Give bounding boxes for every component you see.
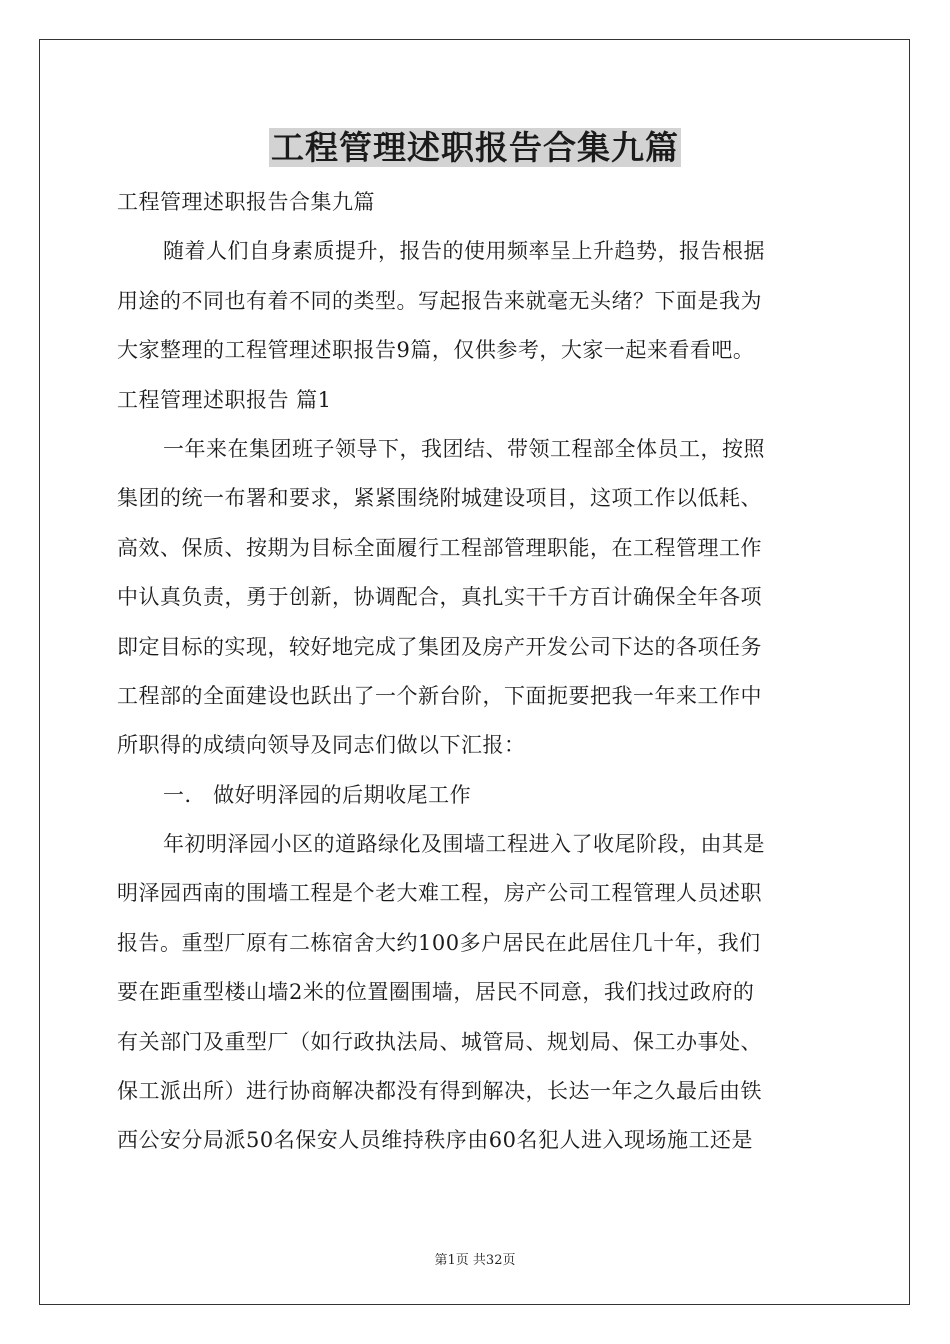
paragraph-line: 一年来在集团班子领导下，我团结、带领工程部全体员工，按照 bbox=[163, 436, 765, 461]
document-title bbox=[0, 125, 950, 171]
paragraph-line: 中认真负责，勇于创新，协调配合，真扎实干千方百计确保全年各项 bbox=[117, 585, 762, 610]
document-title-text: 工程管理述职报告合集九篇 bbox=[271, 128, 679, 167]
paragraph-line: 随着人们自身素质提升，报告的使用频率呈上升趋势，报告根据 bbox=[163, 239, 765, 264]
page-footer bbox=[0, 1249, 950, 1268]
paragraph-line: 集团的统一布署和要求，紧紧围绕附城建设项目，这项工作以低耗、 bbox=[117, 486, 762, 511]
paragraph-line: 报告。重型厂原有二栋宿舍大约100多户居民在此居住几十年，我们 bbox=[117, 930, 761, 955]
subtitle-line: 工程管理述职报告合集九篇 bbox=[117, 190, 375, 214]
document-body bbox=[117, 178, 837, 1166]
paragraph-line: 年初明泽园小区的道路绿化及围墙工程进入了收尾阶段，由其是 bbox=[163, 832, 765, 857]
paragraph-line: 要在距重型楼山墙2米的位置圈围墙，居民不同意，我们找过政府的 bbox=[117, 980, 755, 1005]
section-heading: 工程管理述职报告 篇1 bbox=[117, 387, 332, 412]
paragraph-line: 明泽园西南的围墙工程是个老大难工程，房产公司工程管理人员述职 bbox=[117, 881, 762, 906]
paragraph-line: 高效、保质、按期为目标全面履行工程部管理职能，在工程管理工作 bbox=[117, 535, 762, 560]
paragraph-line: 工程部的全面建设也跃出了一个新台阶，下面扼要把我一年来工作中 bbox=[117, 683, 762, 708]
paragraph-line: 所职得的成绩向领导及同志们做以下汇报： bbox=[117, 733, 526, 758]
page-number: 第1页 共32页 bbox=[434, 1253, 516, 1268]
paragraph-line: 用途的不同也有着不同的类型。写起报告来就毫无头绪？下面是我为 bbox=[117, 288, 762, 313]
paragraph-line: 保工派出所）进行协商解决都没有得到解决，长达一年之久最后由铁 bbox=[117, 1079, 762, 1104]
paragraph-line: 大家整理的工程管理述职报告9篇，仅供参考，大家一起来看看吧。 bbox=[117, 338, 755, 363]
paragraph-line: 西公安分局派50名保安人员维持秩序由60名犯人进入现场施工还是 bbox=[117, 1128, 753, 1153]
paragraph-line: 有关部门及重型厂（如行政执法局、城管局、规划局、保工办事处、 bbox=[117, 1029, 762, 1054]
paragraph-line: 即定目标的实现，较好地完成了集团及房产开发公司下达的各项任务 bbox=[117, 634, 762, 659]
subsection-heading: 一． 做好明泽园的后期收尾工作 bbox=[163, 782, 472, 807]
